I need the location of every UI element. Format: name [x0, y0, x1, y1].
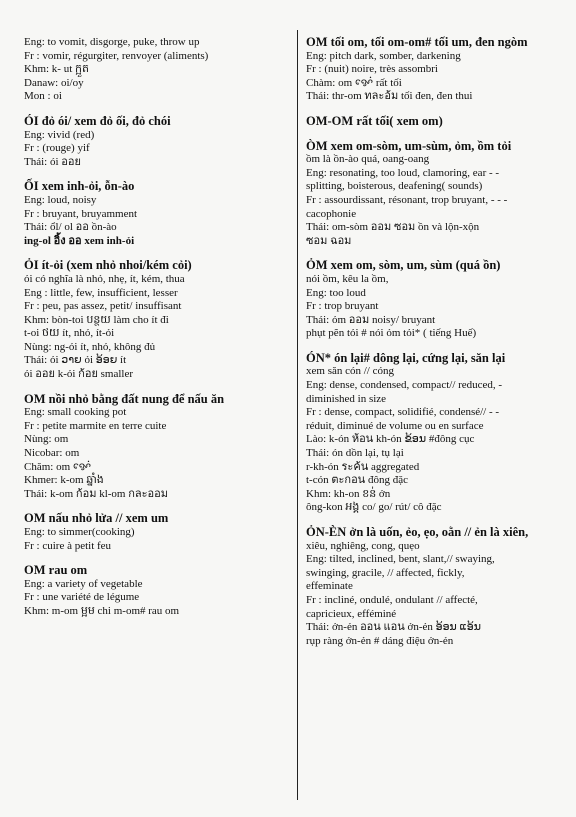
column-divider	[297, 30, 298, 800]
entry-line: Thái: k-om ก้อม kl-om กละออม	[24, 487, 168, 500]
right-column	[306, 36, 562, 648]
entry-line: Eng: a variety of vegetable	[24, 577, 143, 590]
entry-line: capricieux, efféminé	[306, 607, 397, 620]
left-column	[24, 36, 290, 619]
entry-line: diminished in size	[306, 392, 387, 405]
entry-line: rụp ràng ởn-ẻn # dáng điệu ởn-ẻn	[306, 634, 454, 647]
entry-line: t-cón ตะกอน đông đặc	[306, 474, 408, 487]
entry-line: Chàm: om ꨀꨯꩌ rất tối	[306, 76, 402, 89]
entry-line: réduit, diminué de volume ou en surface	[306, 419, 484, 432]
entry-line: Lào: k-ón ห้อน kh-ón ຂ້ອນ #đông cục	[306, 433, 475, 446]
entry-headword-line: ỎN-ÈN ởn là uốn, ẻo, ẹo, oằn // ẻn là xiên,	[306, 525, 529, 539]
entry-line: cacophonie	[306, 207, 357, 220]
entry-line: Nicobar: om	[24, 447, 80, 460]
entry-line: Eng: to simmer(cooking)	[24, 526, 135, 538]
entry-line: Eng: too loud	[306, 286, 366, 299]
entry-line: Fr : petite marmite en terre cuite	[24, 419, 167, 432]
entry-line: Fr : (nuit) noire, très assombri	[306, 63, 438, 76]
entry-line: Eng: dense, condensed, compact// reduced, -	[306, 379, 503, 392]
entry-line: Thái: ón dồn lại, tụ lại	[306, 447, 404, 460]
entry-headword-line: ỐI xem inh-ỏi, ỗn-ào	[24, 179, 135, 194]
entry-line: Thái: ỏi ວາຍ ỏi ອ້ອຍ ít	[24, 354, 127, 367]
entry-headword-line: ÓI đỏ ói/ xem đỏ ối, đỏ chói	[24, 113, 171, 128]
entry-line: Eng: to vomit, disgorge, puke, throw up	[24, 36, 200, 48]
entry-line: ông-kon អង្គ co/ go/ rút/ cô đặc	[306, 501, 442, 514]
entry-line: Nùng: ng-ỏi ít, nhỏ, không đủ	[24, 340, 156, 353]
entry-line: Fr : trop bruyant	[306, 300, 379, 313]
entry-line: Mon : oi	[24, 90, 62, 103]
entry-headword-line: ÓN* ón lại# dông lại, cứng lại, săn lại	[306, 350, 506, 365]
entry-line: Eng: resonating, too loud, clamoring, ear - -	[306, 166, 500, 179]
entry-line: Fr : cuire à petit feu	[24, 539, 112, 552]
entry-line: Eng: tilted, inclined, bent, slant,// swaying,	[306, 553, 495, 566]
entry-line: t-oi ថយ ít, nhỏ, ít-ỏi	[24, 327, 115, 340]
entry-line: ỏi ออย k-ỏi ก้อย smaller	[24, 368, 134, 381]
entry-line: Thái: thr-om ทละอ้ม tối đen, đen thui	[306, 90, 473, 103]
entry-line: Fr : incliné, ondulé, ondulant // affecté,	[306, 593, 478, 606]
entry-line: Chăm: om ꨀꨯꩌ	[24, 460, 92, 473]
entry-line: r-kh-ón ระค้น aggregated	[306, 460, 420, 473]
entry-line: Khmer: k-om ឆ្នាំង	[24, 474, 104, 487]
entry-line: Khm: bòn-toi បន្ថយ làm cho ít đi	[24, 313, 169, 326]
entry-line: Thái: ởn-ẻn ออน แอน ởn-ẻn ອ້ອນ ແອ້ນ	[306, 621, 481, 634]
entry-line: Fr : vomir, régurgiter, renvoyer (aliments)	[24, 49, 209, 62]
entry-line: Eng: small cooking pot	[24, 406, 127, 419]
entry-spacer	[24, 382, 290, 393]
entry-headword-line: ÒM xem om-sòm, um-sùm, ỏm, ồm tỏi	[306, 138, 512, 153]
entry-line: ing-ol อิ้ง ออ xem inh-ỏi	[24, 234, 135, 247]
entry-line: ồm là ồn-ào quá, oang-oang	[306, 153, 430, 166]
entry-line: Thái: ói ออย	[24, 155, 81, 168]
entry-line: effeminate	[306, 580, 353, 593]
entry-line: Fr : bruyant, bruyamment	[24, 207, 138, 220]
entry-line: Fr : (rouge) yif	[24, 142, 90, 155]
entry-line: Eng: loud, noisy	[24, 193, 97, 206]
entry-line: Thái: om-sòm ออม ซอม ồn và lộn-xộn	[306, 221, 480, 234]
entry-line: ỏi có nghĩa là nhỏ, nhẹ, ít, kém, thua	[24, 272, 185, 285]
entry-headword-line: ỎI ít-ỏi (xem nhỏ nhoi/kém cỏi)	[24, 258, 192, 273]
entry-line: Eng: pitch dark, somber, darkening	[306, 49, 461, 62]
entry-line: Eng : little, few, insufficient, lesser	[24, 286, 178, 299]
entry-line: Thái: ỏm ออม noisy/ bruyant	[306, 313, 436, 326]
entry-line: swinging, gracile, // affected, fickly,	[306, 566, 465, 579]
entry-headword-line: OM-OM rất tối( xem om)	[306, 113, 443, 128]
entry-headword-line: ỎM xem om, sòm, um, sùm (quá ồn)	[306, 258, 501, 273]
entry-line: Fr : une variété de légume	[24, 591, 140, 604]
entry-line: Khm: m-om ម្អម chi m-om# rau om	[24, 604, 180, 617]
entry-line: Fr : assourdissant, résonant, trop bruyant, - - -	[306, 193, 508, 206]
entry-line: Thái: ổl/ ol ออ ồn-ào	[24, 221, 117, 234]
entry-line: Nùng: om	[24, 433, 69, 446]
entry-line: Khm: kh-on ខន់ ởn	[306, 487, 391, 500]
entry-line: splitting, boisterous, deafening( sounds)	[306, 180, 483, 193]
entry-headword-line: OM rau om	[24, 563, 88, 578]
entry-line: nói ồm, kêu la ồm,	[306, 272, 389, 285]
entry-line: xiêu, nghiêng, cong, quẹo	[306, 539, 420, 552]
entry-line: Khm: k- ut ក្អួត	[24, 63, 89, 76]
entry-line: Fr : dense, compact, solidifié, condensé// - -	[306, 406, 500, 419]
entry-line: ซอม ฉอม	[306, 234, 352, 247]
entry-line: xem săn cón // cóng	[306, 365, 394, 378]
entry-headword-line: OM nấu nhỏ lửa // xem um	[24, 511, 169, 526]
entry-line: Danaw: oi/oy	[24, 76, 84, 89]
entry-spacer	[306, 129, 562, 140]
entry-headword-line: OM tối om, tối om-om# tối um, đen ngòm	[306, 35, 528, 49]
entry-line: phụt pẽn tỏi # nói ỏm tỏi* ( tiếng Huế)	[306, 327, 477, 340]
entry-line: Fr : peu, pas assez, petit/ insuffisant	[24, 300, 182, 313]
entry-line: Eng: vivid (red)	[24, 128, 95, 141]
entry-headword-line: OM nồi nhỏ bằng đất nung để nấu ăn	[24, 391, 225, 406]
